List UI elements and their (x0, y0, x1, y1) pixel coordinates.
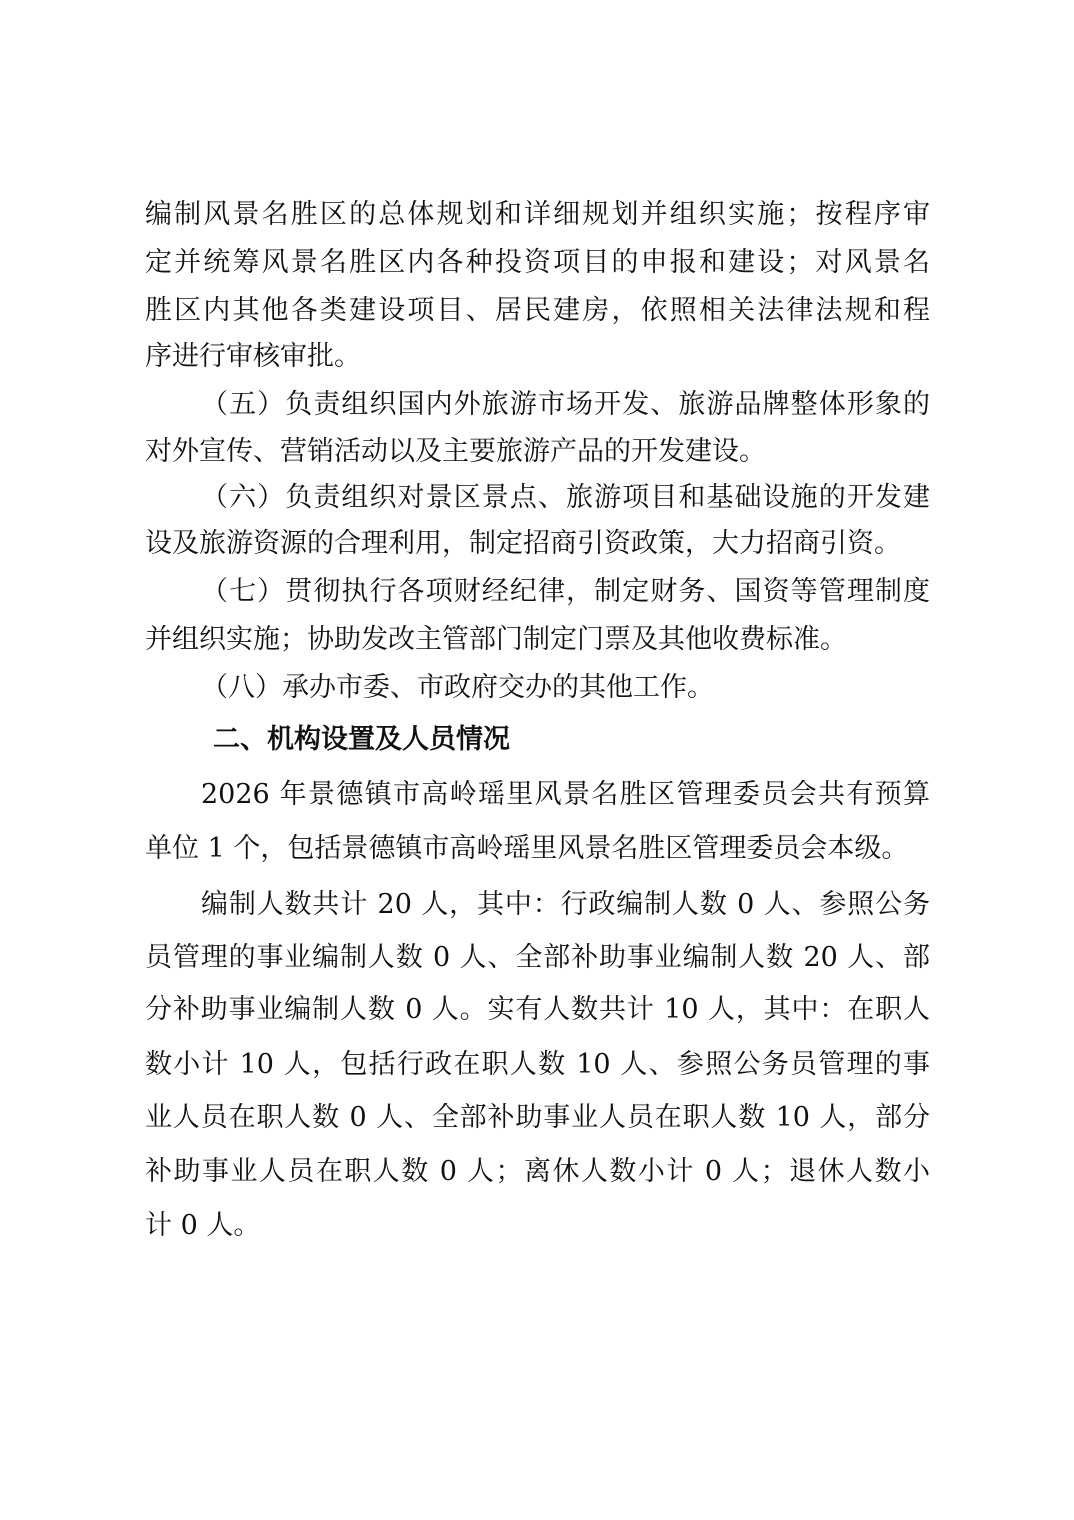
paragraph-line: （六）负责组织对景区景点、旅游项目和基础设施的开发建 (201, 482, 930, 513)
paragraph-line: 定并统筹风景名胜区内各种投资项目的申报和建设；对风景名 (145, 247, 930, 278)
paragraph-line: 分补助事业编制人数 0 人。实有人数共计 10 人，其中：在职人 (145, 994, 930, 1025)
paragraph-line: 业人员在职人数 0 人、全部补助事业人员在职人数 10 人，部分 (145, 1102, 930, 1133)
paragraph-line: 编制人数共计 20 人，其中：行政编制人数 0 人、参照公务 (201, 889, 930, 920)
section-heading: 二、机构设置及人员情况 (213, 724, 510, 755)
paragraph-line: 计 0 人。 (145, 1210, 261, 1241)
paragraph-line: 胜区内其他各类建设项目、居民建房，依照相关法律法规和程 (145, 295, 930, 326)
paragraph-line: （五）负责组织国内外旅游市场开发、旅游品牌整体形象的 (201, 389, 930, 420)
paragraph-line: 设及旅游资源的合理利用，制定招商引资政策，大力招商引资。 (145, 528, 901, 559)
paragraph-line: 编制风景名胜区的总体规划和详细规划并组织实施；按程序审 (145, 199, 930, 230)
paragraph-line: 补助事业人员在职人数 0 人；离休人数小计 0 人；退休人数小 (145, 1156, 930, 1187)
paragraph-line: 2026 年景德镇市高岭瑶里风景名胜区管理委员会共有预算 (201, 779, 930, 810)
paragraph-line: 员管理的事业编制人数 0 人、全部补助事业编制人数 20 人、部 (145, 942, 930, 973)
paragraph-line: 对外宣传、营销活动以及主要旅游产品的开发建设。 (145, 436, 766, 467)
paragraph-line: 单位 1 个，包括景德镇市高岭瑶里风景名胜区管理委员会本级。 (145, 833, 909, 864)
paragraph-line: 并组织实施；协助发改主管部门制定门票及其他收费标准。 (145, 624, 847, 655)
paragraph-line: 数小计 10 人，包括行政在职人数 10 人、参照公务员管理的事 (145, 1049, 930, 1080)
paragraph-line: （八）承办市委、市政府交办的其他工作。 (201, 672, 714, 703)
paragraph-line: （七）贯彻执行各项财经纪律，制定财务、国资等管理制度 (201, 576, 930, 607)
paragraph-line: 序进行审核审批。 (145, 341, 361, 372)
